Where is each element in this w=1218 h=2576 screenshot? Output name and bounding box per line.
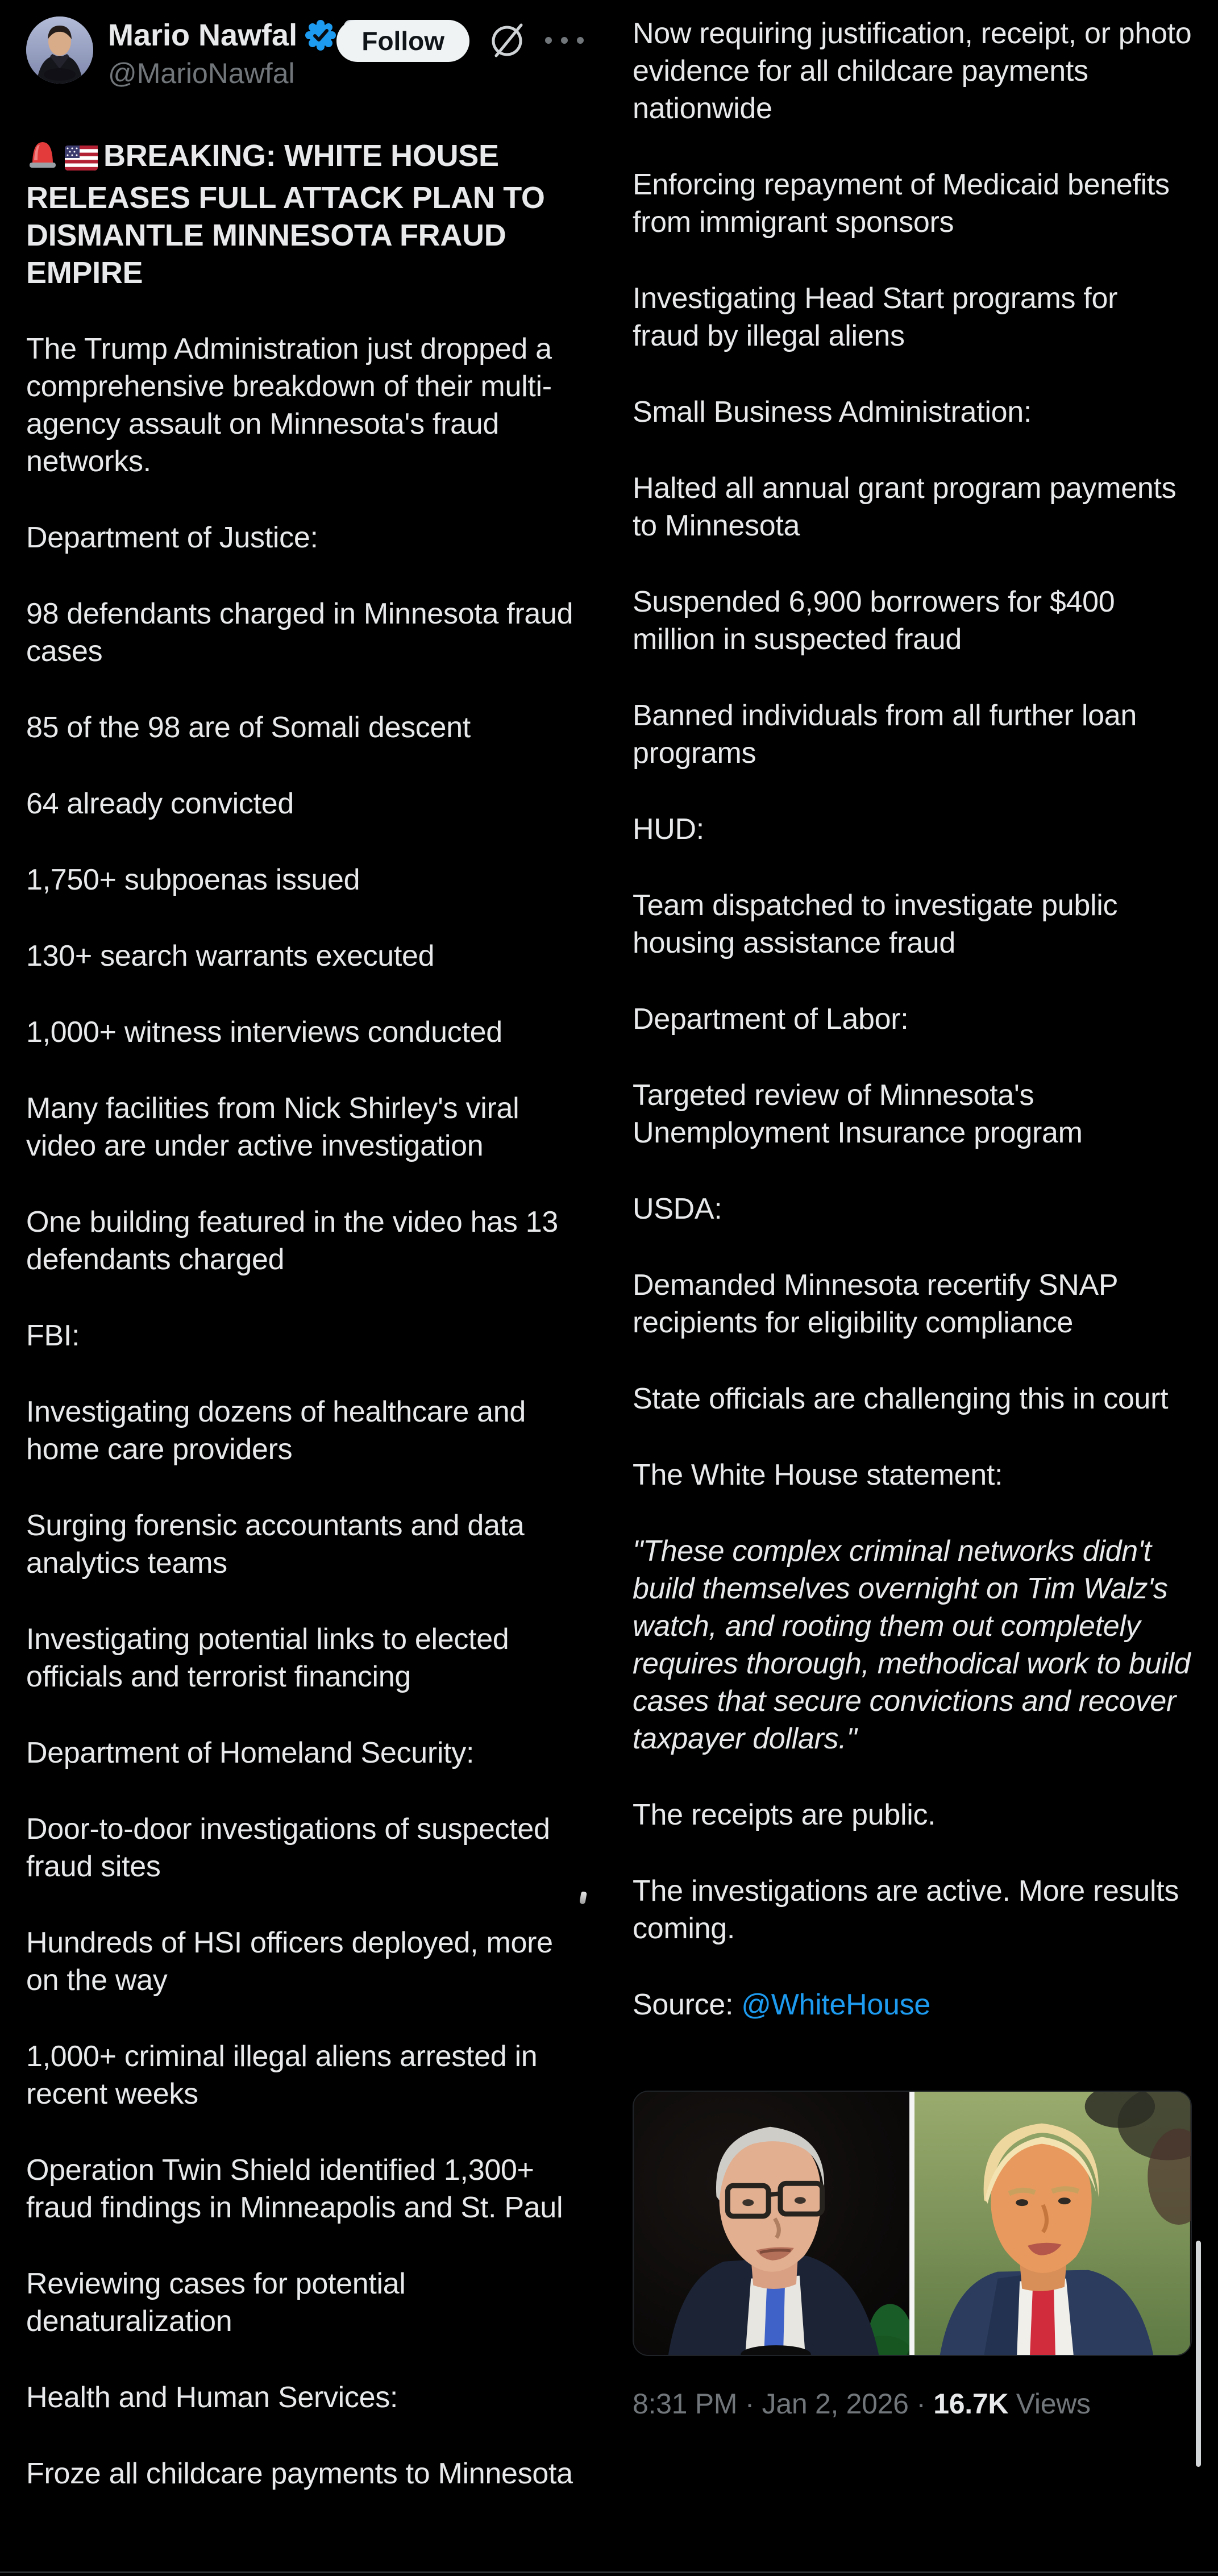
tweet-paragraph: Targeted review of Minnesota's Unemployment Insurance program	[633, 1079, 1083, 1149]
tweet-paragraph: 1,750+ subpoenas issued	[26, 863, 360, 896]
tweet-paragraph: 130+ search warrants executed	[26, 940, 435, 973]
tweet-paragraph: Team dispatched to investigate public housing assistance fraud	[633, 889, 1118, 959]
tweet-paragraph: One building featured in the video has 13 defendants charged	[26, 1206, 558, 1276]
photo-divider	[909, 2092, 914, 2355]
follow-button[interactable]: Follow	[336, 20, 469, 62]
avatar-photo	[26, 16, 93, 84]
tweet-paragraph: Investigating potential links to elected officials and terrorist financing	[26, 1623, 509, 1693]
source-line	[633, 1986, 1192, 2024]
tweet-paragraph: State officials are challenging this in court	[633, 1382, 1169, 1415]
tweet-paragraph: Department of Homeland Security:	[26, 1736, 475, 1769]
tweet-paragraph: The Trump Administration just dropped a comprehensive breakdown of their multi-agency assault on Minnesota's fraud networks.	[26, 333, 552, 478]
tweet-paragraph: Hundreds of HSI officers deployed, more on the way	[26, 1926, 553, 1997]
header-actions	[336, 16, 584, 62]
tweet-paragraph: Banned individuals from all further loan programs	[633, 699, 1137, 770]
tweet-column-right	[633, 15, 1192, 2421]
verified-badge-icon	[305, 20, 336, 51]
tweet-paragraph: Reviewing cases for potential denaturalization	[26, 2267, 406, 2338]
identity-block	[108, 16, 336, 89]
tweet-paragraph: 85 of the 98 are of Somali descent	[26, 711, 471, 744]
post-time: 8:31 PM	[633, 2388, 738, 2420]
tweet-paragraph: Many facilities from Nick Shirley's viral video are under active investigation	[26, 1092, 519, 1162]
tweet-paragraph: The White House statement:	[633, 1459, 1003, 1491]
tweet-headline	[26, 137, 584, 292]
donald-trump-photo	[914, 2092, 1191, 2355]
tweet-paragraph: Small Business Administration:	[633, 396, 1032, 429]
post-date: Jan 2, 2026	[762, 2388, 909, 2420]
tweet-paragraph: 98 defendants charged in Minnesota fraud cases	[26, 597, 573, 668]
display-name[interactable]: Mario Nawfal	[108, 18, 298, 52]
screenshot-artifact-mark	[579, 1891, 587, 1904]
tweet-paragraph: HUD:	[633, 813, 704, 846]
tweet-paragraph: Operation Twin Shield identified 1,300+ fraud findings in Minneapolis and St. Paul	[26, 2154, 563, 2224]
tweet-paragraph: Health and Human Services:	[26, 2381, 398, 2414]
source-label: Source:	[633, 1988, 742, 2021]
more-menu-icon[interactable]	[544, 36, 584, 46]
tweet-paragraph: The receipts are public.	[633, 1798, 936, 1831]
tweet-paragraph: Surging forensic accountants and data analytics teams	[26, 1509, 525, 1580]
tweet-paragraph: Suspended 6,900 borrowers for $400 million in suspected fraud	[633, 585, 1115, 656]
tweet-paragraph: Investigating Head Start programs for fraud by illegal aliens	[633, 282, 1118, 352]
tweet-paragraph: Now requiring justification, receipt, or photo evidence for all childcare payments nationwide	[633, 17, 1192, 125]
tweet-paragraph: The investigations are active. More results coming.	[633, 1875, 1179, 1945]
bottom-divider	[0, 2571, 1218, 2573]
tweet-paragraph: Demanded Minnesota recertify SNAP recipients for eligibility compliance	[633, 1269, 1118, 1339]
walz-trump-side-by-side-photo	[634, 2092, 1191, 2355]
tweet-media-attachment[interactable]	[633, 2091, 1192, 2356]
headline-text: BREAKING: WHITE HOUSE RELEASES FULL ATTACK PLAN TO DISMANTLE MINNESOTA FRAUD EMPIRE	[26, 139, 545, 290]
tweet-paragraph: Door-to-door investigations of suspected fraud sites	[26, 1813, 550, 1883]
tweet-paragraph: 1,000+ witness interviews conducted	[26, 1016, 502, 1049]
tweet-paragraph: 64 already convicted	[26, 787, 294, 820]
grok-icon[interactable]	[489, 22, 525, 60]
tweet-paragraph: Department of Justice:	[26, 521, 318, 554]
tweet-paragraph: Investigating dozens of healthcare and home care providers	[26, 1395, 526, 1466]
views-count: 16.7K	[933, 2388, 1009, 2420]
user-handle[interactable]: @MarioNawfal	[108, 57, 295, 89]
white-house-quote: "These complex criminal networks didn't build themselves overnight on Tim Walz's watch, and rooting them out completely requires thorough, methodical work to build cases that secure convictions and recover taxpayer dollars."	[633, 1535, 1191, 1755]
tweet-paragraph: Froze all childcare payments to Minnesota	[26, 2457, 573, 2490]
dot-separator: ·	[745, 2388, 755, 2420]
avatar[interactable]	[26, 16, 93, 84]
scrollbar-thumb[interactable]	[1196, 2241, 1201, 2467]
timestamp-row	[633, 2387, 1192, 2421]
tweet-paragraph: Halted all annual grant program payments to Minnesota	[633, 472, 1177, 542]
tweet-paragraph: FBI:	[26, 1319, 80, 1352]
tweet-paragraph: Enforcing repayment of Medicaid benefits from immigrant sponsors	[633, 168, 1170, 239]
us-flag-emoji	[65, 142, 98, 179]
views-label: Views	[1016, 2388, 1091, 2420]
whitehouse-mention-link[interactable]: @WhiteHouse	[741, 1988, 930, 2021]
police-light-emoji	[26, 138, 59, 179]
tweet-paragraph: Department of Labor:	[633, 1003, 909, 1036]
dot-separator: ·	[916, 2388, 926, 2420]
tim-walz-photo	[634, 2092, 913, 2355]
tweet-column-left	[26, 16, 584, 2492]
tweet-paragraph: 1,000+ criminal illegal aliens arrested in recent weeks	[26, 2040, 538, 2110]
tweet-paragraph: USDA:	[633, 1193, 722, 1225]
tweet-header	[26, 16, 584, 89]
